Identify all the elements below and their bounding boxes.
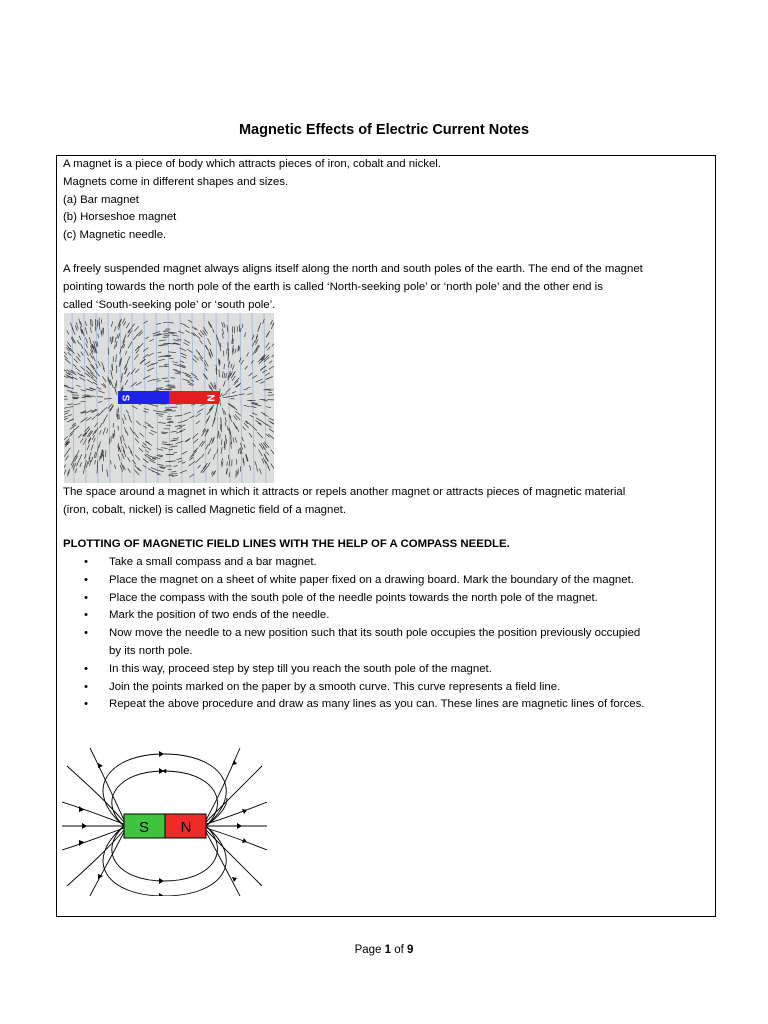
arrow-icon bbox=[98, 874, 103, 879]
bullet: • bbox=[84, 556, 88, 568]
field-line bbox=[206, 832, 240, 896]
field-line bbox=[90, 832, 124, 896]
list-item bbox=[57, 590, 707, 608]
bullet: • bbox=[84, 680, 88, 693]
step-text: Join the points marked on the paper by a smooth curve. This curve represents a field line. bbox=[109, 680, 561, 693]
bullet: • bbox=[84, 591, 88, 604]
iron-filing bbox=[162, 378, 168, 379]
arrow-icon bbox=[237, 823, 242, 829]
footer-prefix: Page bbox=[354, 944, 385, 956]
iron-filing bbox=[219, 391, 220, 397]
field-line bbox=[62, 828, 124, 850]
iron-filings-figure bbox=[64, 313, 274, 483]
plotting-heading: PLOTTING OF MAGNETIC FIELD LINES WITH THE HELP OF A COMPASS NEEDLE. bbox=[63, 538, 510, 550]
list-item bbox=[57, 607, 707, 625]
iron-filing bbox=[163, 322, 168, 323]
intro-line: (a) Bar magnet bbox=[63, 193, 139, 206]
list-item bbox=[57, 625, 707, 661]
bullet: • bbox=[84, 609, 88, 622]
arrow-icon bbox=[98, 763, 103, 768]
iron-filing bbox=[119, 414, 120, 420]
steps-list bbox=[57, 554, 707, 714]
notes-box bbox=[56, 155, 716, 917]
iron-filing bbox=[113, 423, 114, 428]
north-pole-label: N bbox=[180, 819, 192, 836]
step-text: by its north pole. bbox=[109, 644, 193, 657]
bullet: • bbox=[84, 573, 88, 586]
list-item bbox=[57, 696, 707, 714]
paragraph-line: A freely suspended magnet always aligns itself along the north and south poles of the earth. The end of the magnet bbox=[63, 263, 643, 275]
arrow-icon bbox=[159, 878, 164, 884]
footer-middle: of bbox=[391, 944, 408, 956]
field-line bbox=[206, 766, 262, 822]
poles-paragraph bbox=[63, 261, 713, 314]
step-text: Now move the needle to a new position such that its south pole occupies the position previously occupied bbox=[109, 627, 641, 640]
intro-line: (b) Horseshoe magnet bbox=[63, 211, 177, 224]
south-pole-label: S bbox=[138, 819, 150, 836]
total-pages: 9 bbox=[407, 944, 414, 956]
page-footer bbox=[0, 944, 768, 956]
intro-line: A magnet is a piece of body which attracts pieces of iron, cobalt and nickel. bbox=[63, 158, 441, 170]
arrow-icon bbox=[159, 751, 164, 757]
bullet: • bbox=[84, 698, 88, 711]
arrow-icon bbox=[232, 760, 237, 765]
field-lines-diagram bbox=[62, 746, 267, 896]
north-pole-label: N bbox=[204, 394, 216, 402]
iron-filing bbox=[108, 348, 109, 355]
arrow-icon bbox=[159, 768, 164, 774]
page-title: Magnetic Effects of Electric Current Notes bbox=[238, 122, 530, 138]
iron-filing bbox=[82, 396, 90, 397]
list-item bbox=[57, 679, 707, 697]
paragraph-line: The space around a magnet in which it attracts or repels another magnet or attracts pieces of magnetic material bbox=[63, 486, 626, 498]
iron-filing bbox=[72, 395, 79, 396]
list-item bbox=[57, 661, 707, 679]
step-text: Take a small compass and a bar magnet. bbox=[109, 556, 317, 568]
field-line bbox=[62, 802, 124, 824]
list-item bbox=[57, 572, 707, 590]
iron-filing bbox=[111, 460, 112, 464]
list-item bbox=[57, 554, 707, 572]
step-text: Repeat the above procedure and draw as many lines as you can. These lines are magnetic lines of forces. bbox=[109, 698, 645, 711]
field-paragraph bbox=[63, 484, 713, 520]
bullet: • bbox=[84, 627, 88, 640]
arrow-icon bbox=[82, 823, 87, 829]
iron-filing bbox=[229, 460, 230, 466]
intro-block bbox=[63, 156, 713, 245]
iron-filing bbox=[163, 337, 169, 338]
step-text: Place the compass with the south pole of the needle points towards the north pole of the magnet. bbox=[109, 591, 598, 604]
iron-filing bbox=[104, 399, 112, 400]
current-page: 1 bbox=[384, 944, 392, 956]
bullet: • bbox=[84, 662, 88, 675]
step-text: In this way, proceed step by step till you reach the south pole of the magnet. bbox=[109, 662, 492, 675]
paragraph-line: pointing towards the north pole of the earth is called ‘North-seeking pole’ or ‘north pole’ and the other end is bbox=[63, 280, 603, 293]
south-pole-label: S bbox=[119, 394, 131, 402]
intro-line: (c) Magnetic needle. bbox=[63, 229, 167, 242]
step-text: Place the magnet on a sheet of white paper fixed on a drawing board. Mark the boundary of the magnet. bbox=[109, 573, 634, 586]
iron-filing bbox=[221, 439, 222, 445]
field-line bbox=[90, 748, 124, 820]
iron-filing bbox=[220, 434, 221, 439]
paragraph-line: called ‘South-seeking pole’ or ‘south pole’. bbox=[63, 298, 276, 311]
intro-line: Magnets come in different shapes and sizes. bbox=[63, 175, 289, 188]
step-text: Mark the position of two ends of the needle. bbox=[109, 609, 330, 622]
iron-filing bbox=[81, 401, 86, 402]
paragraph-line: (iron, cobalt, nickel) is called Magnetic field of a magnet. bbox=[63, 503, 347, 516]
